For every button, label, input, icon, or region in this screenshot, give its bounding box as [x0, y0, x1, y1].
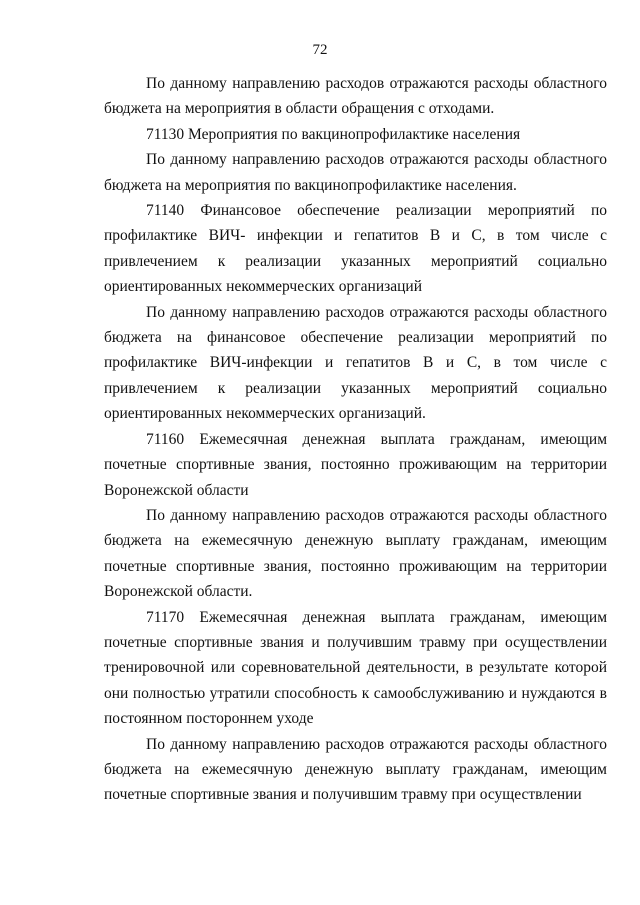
- paragraph-expenses-sport-injury-payment: По данному направлению расходов отражаются расходы областного бюджета на ежемесячную денежную выплату гражданам, имеющим почетные спортивные звания и получившим травму при осуществлении: [104, 735, 607, 804]
- paragraph-expenses-vaccination: По данному направлению расходов отражаются расходы областного бюджета на мероприятия по вакцинопрофилактике населения.: [104, 151, 607, 194]
- heading-71140-hiv-prevention: 71140 Финансовое обеспечение реализации мероприятий по профилактике ВИЧ- инфекции и гепатитов В и С, в том числе с привлечением к реализации указанных мероприятий социально ориентированных некоммерческих организаций: [104, 202, 607, 296]
- heading-71160-sport-titles-payment: 71160 Ежемесячная денежная выплата гражданам, имеющим почетные спортивные звания, постоянно проживающим на территории Воронежской области: [104, 430, 607, 499]
- paragraph-expenses-hiv-prevention: По данному направлению расходов отражаются расходы областного бюджета на финансовое обеспечение реализации мероприятий по профилактике ВИЧ-инфекции и гепатитов В и С, в том числе с привлечением к реализации указанных мероприятий социально ориентированных некоммерческих организаций.: [104, 303, 607, 423]
- heading-71170-sport-injury-payment: 71170 Ежемесячная денежная выплата гражданам, имеющим почетные спортивные звания и получившим травму при осуществлении тренировочной или соревновательной деятельности, в результате которой они полностью утратили способность к самообслуживанию и нуждаются в постоянном постороннем уходе: [104, 608, 607, 728]
- page-number: 72: [312, 42, 328, 58]
- document-body: [104, 71, 607, 808]
- paragraph-expenses-sport-titles-payment: По данному направлению расходов отражаются расходы областного бюджета на ежемесячную денежную выплату гражданам, имеющим почетные спортивные звания, постоянно проживающим на территории Воронежской области.: [104, 506, 607, 601]
- heading-71130-vaccination: 71130 Мероприятия по вакцинопрофилактике населения: [146, 125, 521, 143]
- paragraph-expenses-waste: По данному направлению расходов отражаются расходы областного бюджета на мероприятия в области обращения с отходами.: [104, 75, 607, 118]
